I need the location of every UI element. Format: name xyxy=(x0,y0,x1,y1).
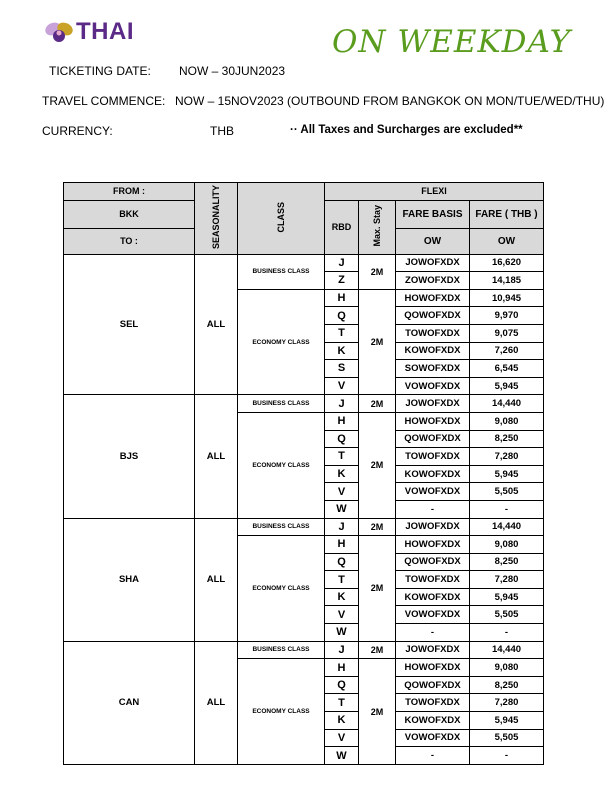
ow-header-fare: OW xyxy=(470,228,544,254)
max-stay-value: 2M xyxy=(359,289,396,395)
table-row xyxy=(64,395,544,413)
class-name: ECONOMY CLASS xyxy=(238,412,325,518)
fare-amount: 5,505 xyxy=(470,729,544,747)
class-name: BUSINESS CLASS xyxy=(238,254,325,289)
ow-header-basis: OW xyxy=(396,228,470,254)
rbd-code: W xyxy=(325,500,359,518)
fare-basis-code: HOWOFXDX xyxy=(396,659,470,677)
rbd-code: H xyxy=(325,289,359,307)
seasonality-value: ALL xyxy=(195,641,238,764)
fare-basis-code: HOWOFXDX xyxy=(396,289,470,307)
fare-basis-code: KOWOFXDX xyxy=(396,712,470,730)
class-name: ECONOMY CLASS xyxy=(238,659,325,765)
max-stay-value: 2M xyxy=(359,641,396,659)
seasonality-value: ALL xyxy=(195,254,238,395)
fare-basis-code: QOWOFXDX xyxy=(396,676,470,694)
fare-basis-code: HOWOFXDX xyxy=(396,412,470,430)
class-header: CLASS xyxy=(238,183,325,255)
table-row xyxy=(64,641,544,659)
travel-commence-label: TRAVEL COMMENCE: xyxy=(42,94,166,108)
fare-amount: 5,505 xyxy=(470,606,544,624)
fare-basis-code: VOWOFXDX xyxy=(396,606,470,624)
max-stay-value: 2M xyxy=(359,536,396,642)
table-row xyxy=(64,518,544,536)
fare-basis-code: JOWOFXDX xyxy=(396,395,470,413)
fare-amount: 8,250 xyxy=(470,553,544,571)
fare-basis-code: QOWOFXDX xyxy=(396,307,470,325)
rbd-header: RBD xyxy=(325,200,359,254)
rbd-code: V xyxy=(325,606,359,624)
fare-amount: 9,075 xyxy=(470,324,544,342)
fare-header: FARE ( THB ) xyxy=(470,200,544,228)
fare-basis-code: VOWOFXDX xyxy=(396,377,470,395)
fare-amount: 16,620 xyxy=(470,254,544,272)
fare-amount: 7,280 xyxy=(470,694,544,712)
fare-basis-code: HOWOFXDX xyxy=(396,536,470,554)
fare-amount: 5,945 xyxy=(470,465,544,483)
fare-basis-code: - xyxy=(396,624,470,642)
fare-basis-code: VOWOFXDX xyxy=(396,729,470,747)
taxes-note: ·· All Taxes and Surcharges are excluded** xyxy=(290,124,523,136)
fare-basis-code: SOWOFXDX xyxy=(396,360,470,378)
ticketing-date-value: NOW – 30JUN2023 xyxy=(179,64,286,78)
class-name: BUSINESS CLASS xyxy=(238,518,325,536)
fare-amount: 14,440 xyxy=(470,518,544,536)
rbd-code: W xyxy=(325,747,359,765)
rbd-code: T xyxy=(325,694,359,712)
rbd-code: K xyxy=(325,342,359,360)
fare-amount: 14,440 xyxy=(470,395,544,413)
fare-basis-code: QOWOFXDX xyxy=(396,553,470,571)
destination-city: CAN xyxy=(64,641,195,764)
fare-basis-code: TOWOFXDX xyxy=(396,694,470,712)
class-name: ECONOMY CLASS xyxy=(238,536,325,642)
logo-text: THAI xyxy=(76,18,134,45)
seasonality-value: ALL xyxy=(195,518,238,641)
fare-amount: 9,080 xyxy=(470,412,544,430)
fare-amount: 9,080 xyxy=(470,659,544,677)
class-name: BUSINESS CLASS xyxy=(238,641,325,659)
class-name: BUSINESS CLASS xyxy=(238,395,325,413)
rbd-code: T xyxy=(325,448,359,466)
fare-basis-code: JOWOFXDX xyxy=(396,254,470,272)
origin-cell: BKK xyxy=(64,200,195,228)
max-stay-value: 2M xyxy=(359,254,396,289)
rbd-code: J xyxy=(325,254,359,272)
rbd-code: Q xyxy=(325,553,359,571)
fare-amount: 8,250 xyxy=(470,430,544,448)
fare-amount: 7,260 xyxy=(470,342,544,360)
to-label: TO : xyxy=(64,228,195,254)
fare-basis-code: VOWOFXDX xyxy=(396,483,470,501)
fare-amount: 10,945 xyxy=(470,289,544,307)
fare-amount: - xyxy=(470,500,544,518)
rbd-code: V xyxy=(325,377,359,395)
rbd-code: H xyxy=(325,659,359,677)
max-stay-value: 2M xyxy=(359,412,396,518)
from-label: FROM : xyxy=(64,183,195,201)
fare-amount: 5,945 xyxy=(470,712,544,730)
rbd-code: H xyxy=(325,536,359,554)
fare-amount: 7,280 xyxy=(470,571,544,589)
thai-logo xyxy=(44,18,134,46)
fare-amount: 5,945 xyxy=(470,588,544,606)
max-stay-value: 2M xyxy=(359,659,396,765)
max-stay-value: 2M xyxy=(359,395,396,413)
fare-basis-code: KOWOFXDX xyxy=(396,342,470,360)
fare-basis-code: JOWOFXDX xyxy=(396,641,470,659)
max-stay-value: 2M xyxy=(359,518,396,536)
fare-amount: 9,970 xyxy=(470,307,544,325)
rbd-code: Q xyxy=(325,430,359,448)
fare-basis-code: - xyxy=(396,747,470,765)
ticketing-date-label: TICKETING DATE: xyxy=(49,64,151,78)
fare-basis-header: FARE BASIS xyxy=(396,200,470,228)
fare-amount: 7,280 xyxy=(470,448,544,466)
orchid-icon xyxy=(44,20,74,44)
rbd-code: K xyxy=(325,712,359,730)
rbd-code: S xyxy=(325,360,359,378)
rbd-code: J xyxy=(325,395,359,413)
destination-city: SHA xyxy=(64,518,195,641)
fare-amount: - xyxy=(470,747,544,765)
flexi-header: FLEXI xyxy=(325,183,544,201)
currency-value: THB xyxy=(210,124,234,138)
rbd-code: J xyxy=(325,641,359,659)
rbd-code: V xyxy=(325,483,359,501)
travel-commence-value: NOW – 15NOV2023 (OUTBOUND FROM BANGKOK ON MON/TUE/WED/THU) xyxy=(175,94,605,108)
rbd-code: V xyxy=(325,729,359,747)
fare-amount: 9,080 xyxy=(470,536,544,554)
page-banner: ON WEEKDAY xyxy=(332,24,572,60)
rbd-code: K xyxy=(325,588,359,606)
rbd-code: Z xyxy=(325,272,359,290)
fare-basis-code: TOWOFXDX xyxy=(396,448,470,466)
rbd-code: K xyxy=(325,465,359,483)
seasonality-header: SEASONALITY xyxy=(195,183,238,255)
rbd-code: Q xyxy=(325,676,359,694)
fare-amount: 14,440 xyxy=(470,641,544,659)
fare-amount: 5,945 xyxy=(470,377,544,395)
fare-amount: 14,185 xyxy=(470,272,544,290)
destination-city: SEL xyxy=(64,254,195,395)
max-stay-header: Max. Stay xyxy=(359,200,396,254)
fare-basis-code: KOWOFXDX xyxy=(396,465,470,483)
rbd-code: W xyxy=(325,624,359,642)
fare-amount: 6,545 xyxy=(470,360,544,378)
fare-basis-code: TOWOFXDX xyxy=(396,571,470,589)
fare-amount: 8,250 xyxy=(470,676,544,694)
rbd-code: J xyxy=(325,518,359,536)
rbd-code: T xyxy=(325,571,359,589)
fare-amount: - xyxy=(470,624,544,642)
fare-basis-code: ZOWOFXDX xyxy=(396,272,470,290)
table-row xyxy=(64,254,544,272)
fare-table xyxy=(63,182,544,765)
currency-label: CURRENCY: xyxy=(42,124,113,138)
destination-city: BJS xyxy=(64,395,195,518)
fare-basis-code: QOWOFXDX xyxy=(396,430,470,448)
seasonality-value: ALL xyxy=(195,395,238,518)
fare-basis-code: KOWOFXDX xyxy=(396,588,470,606)
fare-basis-code: JOWOFXDX xyxy=(396,518,470,536)
class-name: ECONOMY CLASS xyxy=(238,289,325,395)
fare-basis-code: TOWOFXDX xyxy=(396,324,470,342)
fare-amount: 5,505 xyxy=(470,483,544,501)
rbd-code: Q xyxy=(325,307,359,325)
rbd-code: H xyxy=(325,412,359,430)
fare-basis-code: - xyxy=(396,500,470,518)
rbd-code: T xyxy=(325,324,359,342)
